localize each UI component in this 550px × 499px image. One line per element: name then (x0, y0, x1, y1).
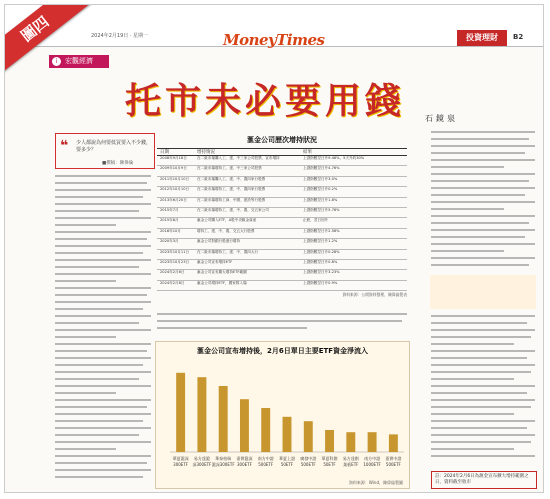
text-line (431, 329, 535, 331)
table-cell: 2020年3月 (160, 239, 179, 244)
text-line (55, 203, 151, 205)
chart-category-label: 滬深300ETF (211, 462, 235, 467)
table-cell: 增持工、建、中、農、交五大行股票 (197, 228, 255, 233)
table-row (157, 177, 407, 187)
text-line (55, 378, 139, 380)
text-line (55, 259, 151, 261)
table-cell: 2018年10月 (160, 228, 181, 233)
text-line (431, 243, 535, 245)
text-line (55, 392, 116, 394)
table-cell: 上證指數翌日升0.28% (303, 249, 340, 254)
text-line (55, 413, 151, 415)
text-line (55, 343, 151, 345)
text-line (55, 322, 139, 324)
text-line (431, 322, 527, 324)
text-line (157, 313, 407, 315)
chart-source: 資料來源：Wind，陳偉倫製圖 (348, 480, 403, 485)
text-line (55, 455, 151, 457)
table-cell: 在二級市場增持工商、中國、建設等行股票 (197, 197, 266, 202)
pull-quote-text: 少人都說為何要低買要入不少錢，要多少？ (76, 140, 152, 153)
text-line (431, 187, 535, 189)
text-line (431, 236, 525, 238)
text-line (431, 208, 504, 210)
etf-inflow-chart (155, 341, 410, 489)
pull-quote-byline: ■撰稿：陳偉倫 (102, 161, 134, 166)
chart-category-label: 華夏科創 (321, 456, 338, 461)
chart-category-label: 易方達創 (342, 456, 359, 461)
text-line (55, 196, 143, 198)
chart-category-label: 500ETF (385, 462, 401, 467)
text-line (431, 159, 535, 161)
table-row (157, 218, 407, 228)
text-line (55, 252, 143, 254)
chart-category-label: 500ETF (258, 462, 274, 467)
chart-bar (219, 386, 228, 452)
text-line (157, 327, 307, 329)
text-line (431, 131, 535, 133)
text-line (55, 385, 151, 387)
chart-category-label: 1000ETF (363, 462, 381, 467)
chart-category-label: 50ETF (280, 462, 294, 467)
increase-holding-table (157, 135, 407, 307)
text-line (431, 413, 514, 415)
table-cell: 2008年9月18日 (160, 156, 187, 160)
text-line (55, 329, 151, 331)
chart-category-label: 業板ETF (343, 462, 359, 467)
table-row (157, 250, 407, 260)
page-header (5, 5, 544, 47)
section-tag (49, 55, 109, 68)
table-row (157, 239, 407, 249)
text-line (431, 434, 535, 436)
issue-date: 2024年2月19日 · 星期一 (91, 33, 149, 39)
table-cell: 上證指數翌日升3.23% (303, 270, 340, 275)
chart-bar (283, 417, 292, 452)
chart-bar (261, 408, 270, 452)
author-name: 石鏡泉 (425, 114, 458, 123)
text-line (55, 231, 151, 233)
table-cell: 滙金公司增持ETF，國家隊入場 (197, 280, 247, 285)
text-line (55, 399, 151, 401)
body-text-middle (157, 313, 407, 337)
chart-category-label: 嘉實中證 (385, 456, 402, 461)
text-line (431, 378, 514, 380)
table-cell: 在二級市場增持工、建、中、農四家行股票 (197, 187, 266, 192)
page-number: B2 (513, 33, 524, 41)
table-cell: 在二級市場購入工、建、中三家公司股票，宣布增持 (197, 156, 280, 160)
text-line (55, 210, 139, 212)
table-row (157, 281, 407, 291)
table-cell: 滙金公司購入ETF，A股中央匯金資產 (197, 218, 257, 223)
table-row (157, 156, 407, 166)
chart-title: 滙金公司宣布增持後，2月6日單日主要ETF資金淨流入 (196, 347, 369, 355)
chart-category-label: 500ETF (300, 462, 316, 467)
text-line (55, 427, 151, 429)
table-row (157, 166, 407, 176)
text-line (431, 173, 535, 175)
text-line (55, 273, 151, 275)
text-line (55, 266, 139, 268)
chart-category-label: 300ETF (173, 462, 189, 467)
text-line (55, 448, 116, 450)
text-line (55, 224, 116, 226)
text-line (431, 371, 531, 373)
chart-bar (176, 373, 185, 452)
text-line (431, 343, 514, 345)
text-line (55, 469, 151, 471)
text-line (55, 476, 143, 478)
text-line (431, 420, 535, 422)
table-cell: 2013年6月20日 (160, 197, 187, 202)
table-title: 滙金公司歷次增持狀況 (247, 136, 317, 144)
table-cell: 在二級市場增持工、建、中、農四大行 (197, 249, 259, 254)
table-cell: 2009年10月9日 (160, 166, 187, 171)
text-line (55, 350, 147, 352)
text-line (55, 175, 151, 177)
table-cell: 上證指數翌日升0.2% (303, 187, 338, 192)
text-line (55, 245, 151, 247)
text-line (431, 222, 529, 224)
table-header (157, 148, 407, 156)
chart-bar (368, 432, 377, 452)
table-cell: 2023年10月23日 (160, 259, 190, 264)
table-cell: 上證指數翌日升1.2% (303, 239, 338, 244)
table-cell: 滙金公司宣布擴大增持ETF範圍 (197, 270, 247, 275)
text-line (55, 462, 147, 464)
text-line (55, 357, 151, 359)
chart-category-label: 華夏滬深 (172, 456, 189, 461)
text-line (431, 250, 504, 252)
table-source: 資料來源：公開資料整理，陳偉倫製表 (342, 292, 407, 298)
chart-category-label: 華泰柏瑞 (215, 456, 232, 461)
table-cell: 上證指數翌日升5.76% (303, 207, 340, 212)
text-line (55, 287, 151, 289)
text-line (157, 320, 402, 322)
text-line (431, 392, 527, 394)
chart-category-label: 華夏上證 (279, 456, 295, 461)
text-line (431, 399, 535, 401)
text-line (55, 364, 143, 366)
table-cell: 2024年2月6日 (160, 270, 185, 275)
text-line (431, 315, 535, 317)
table-cell: 2015年8月 (160, 218, 179, 223)
text-line (55, 238, 147, 240)
text-line (55, 336, 116, 338)
quote-mark-icon: ❝ (60, 138, 69, 154)
text-line (431, 201, 535, 203)
pull-quote (55, 133, 155, 169)
text-line (431, 166, 504, 168)
masthead-logo: MoneyTimes (223, 31, 325, 49)
text-line (55, 182, 147, 184)
figure-ribbon: 圖四 (4, 4, 91, 77)
text-line (55, 294, 147, 296)
text-line (431, 194, 525, 196)
text-line (431, 180, 529, 182)
chart-category-label: 南方中證 (364, 456, 381, 461)
text-line (55, 315, 151, 317)
chart-bar (240, 399, 249, 452)
table-cell: 上證指數翌日升4.76% (303, 166, 340, 171)
chart-category-label: 深300ETF (192, 462, 212, 467)
table-cell: 上證指數翌日升0.9% (303, 280, 338, 285)
newspaper-page (4, 4, 544, 493)
footnote-box: 註：2024年2月6日為滙金宣布擴大增持範圍之日，資料截至收市 (431, 471, 537, 489)
text-line (55, 434, 139, 436)
table-cell: 2012年10月10日 (160, 187, 190, 192)
chart-category-label: 50ETF (323, 462, 336, 467)
section-label: 宏觀經濟 (65, 57, 93, 65)
table-row (157, 187, 407, 197)
column-badge: 投資理財 (457, 30, 507, 46)
chart-bar (304, 421, 313, 452)
table-cell: 上證指數翌日升3.0% (303, 176, 338, 181)
text-line (431, 145, 535, 147)
text-line (55, 280, 116, 282)
table-cell: 上證指數翌日升0.8% (303, 259, 338, 264)
text-line (431, 364, 535, 366)
chart-category-label: 嘉實滬深 (236, 456, 253, 461)
body-text-right-lower (431, 315, 535, 465)
text-line (431, 448, 514, 450)
table-cell: 2023年10月11日 (160, 249, 190, 254)
table-row (157, 208, 407, 218)
text-line (431, 264, 529, 266)
text-line (431, 357, 527, 359)
table-row (157, 198, 407, 208)
table-header-cell: 增持情況 (197, 150, 215, 155)
text-line (431, 427, 527, 429)
chart-bar (346, 432, 355, 452)
table-cell: 上證指數翌日升2.58% (303, 228, 340, 233)
table-header-cell: 結果 (303, 150, 312, 155)
chart-category-label: 易方達滬 (193, 456, 210, 461)
table-row (157, 260, 407, 270)
text-line (55, 441, 151, 443)
chart-bar (197, 377, 206, 452)
text-line (55, 301, 151, 303)
table-cell: 滙金公司宣布增持ETF (197, 259, 233, 264)
chart-category-label: 300ETF (237, 462, 252, 467)
body-text-right (431, 131, 535, 271)
table-cell: 在二級市場增持工、建、中三家公司股票 (197, 166, 262, 171)
table-cell: 在二級市場購入工、建、中、農四家行股票 (197, 176, 266, 181)
text-line (55, 406, 147, 408)
headline: 托市未必要用錢 (125, 81, 406, 122)
body-text-left (55, 175, 151, 485)
text-line (431, 215, 535, 217)
section-icon: i (52, 57, 61, 66)
text-line (431, 406, 531, 408)
text-line (55, 217, 151, 219)
text-line (55, 189, 151, 191)
text-line (55, 420, 143, 422)
table-cell: 上證指數翌日升9.46%，5天升約30% (303, 156, 365, 160)
table-cell: 滙金公司對銀行股進行增持 (197, 239, 241, 244)
text-line (431, 229, 535, 231)
chart-bar (389, 434, 398, 452)
text-line (431, 441, 531, 443)
text-line (431, 152, 525, 154)
chart-bar (325, 430, 334, 452)
highlight-box (430, 275, 536, 309)
table-row (157, 270, 407, 280)
table-header-cell: 日期 (160, 150, 169, 155)
text-line (431, 350, 535, 352)
table-row (157, 229, 407, 239)
table-cell: 2015年7月 (160, 207, 179, 212)
table-cell: 上證指數翌日升1.8% (303, 197, 338, 202)
text-line (431, 257, 535, 259)
text-line (431, 385, 535, 387)
table-cell: 在二級市場增持工、建、中、農、交五家公司 (197, 207, 269, 212)
text-line (55, 308, 143, 310)
chart-canvas (156, 342, 411, 490)
table-cell: 2024年2月8日 (160, 280, 185, 285)
table-cell: 止跌，翌日回升 (303, 218, 329, 223)
table-cell: 2011年10月10日 (160, 176, 190, 181)
chart-category-label: 廣發中證 (300, 456, 317, 461)
table-body (157, 156, 407, 291)
text-line (55, 371, 151, 373)
chart-category-label: 南方中證 (257, 456, 274, 461)
text-line (431, 336, 531, 338)
text-line (431, 138, 529, 140)
text-line (431, 455, 535, 457)
